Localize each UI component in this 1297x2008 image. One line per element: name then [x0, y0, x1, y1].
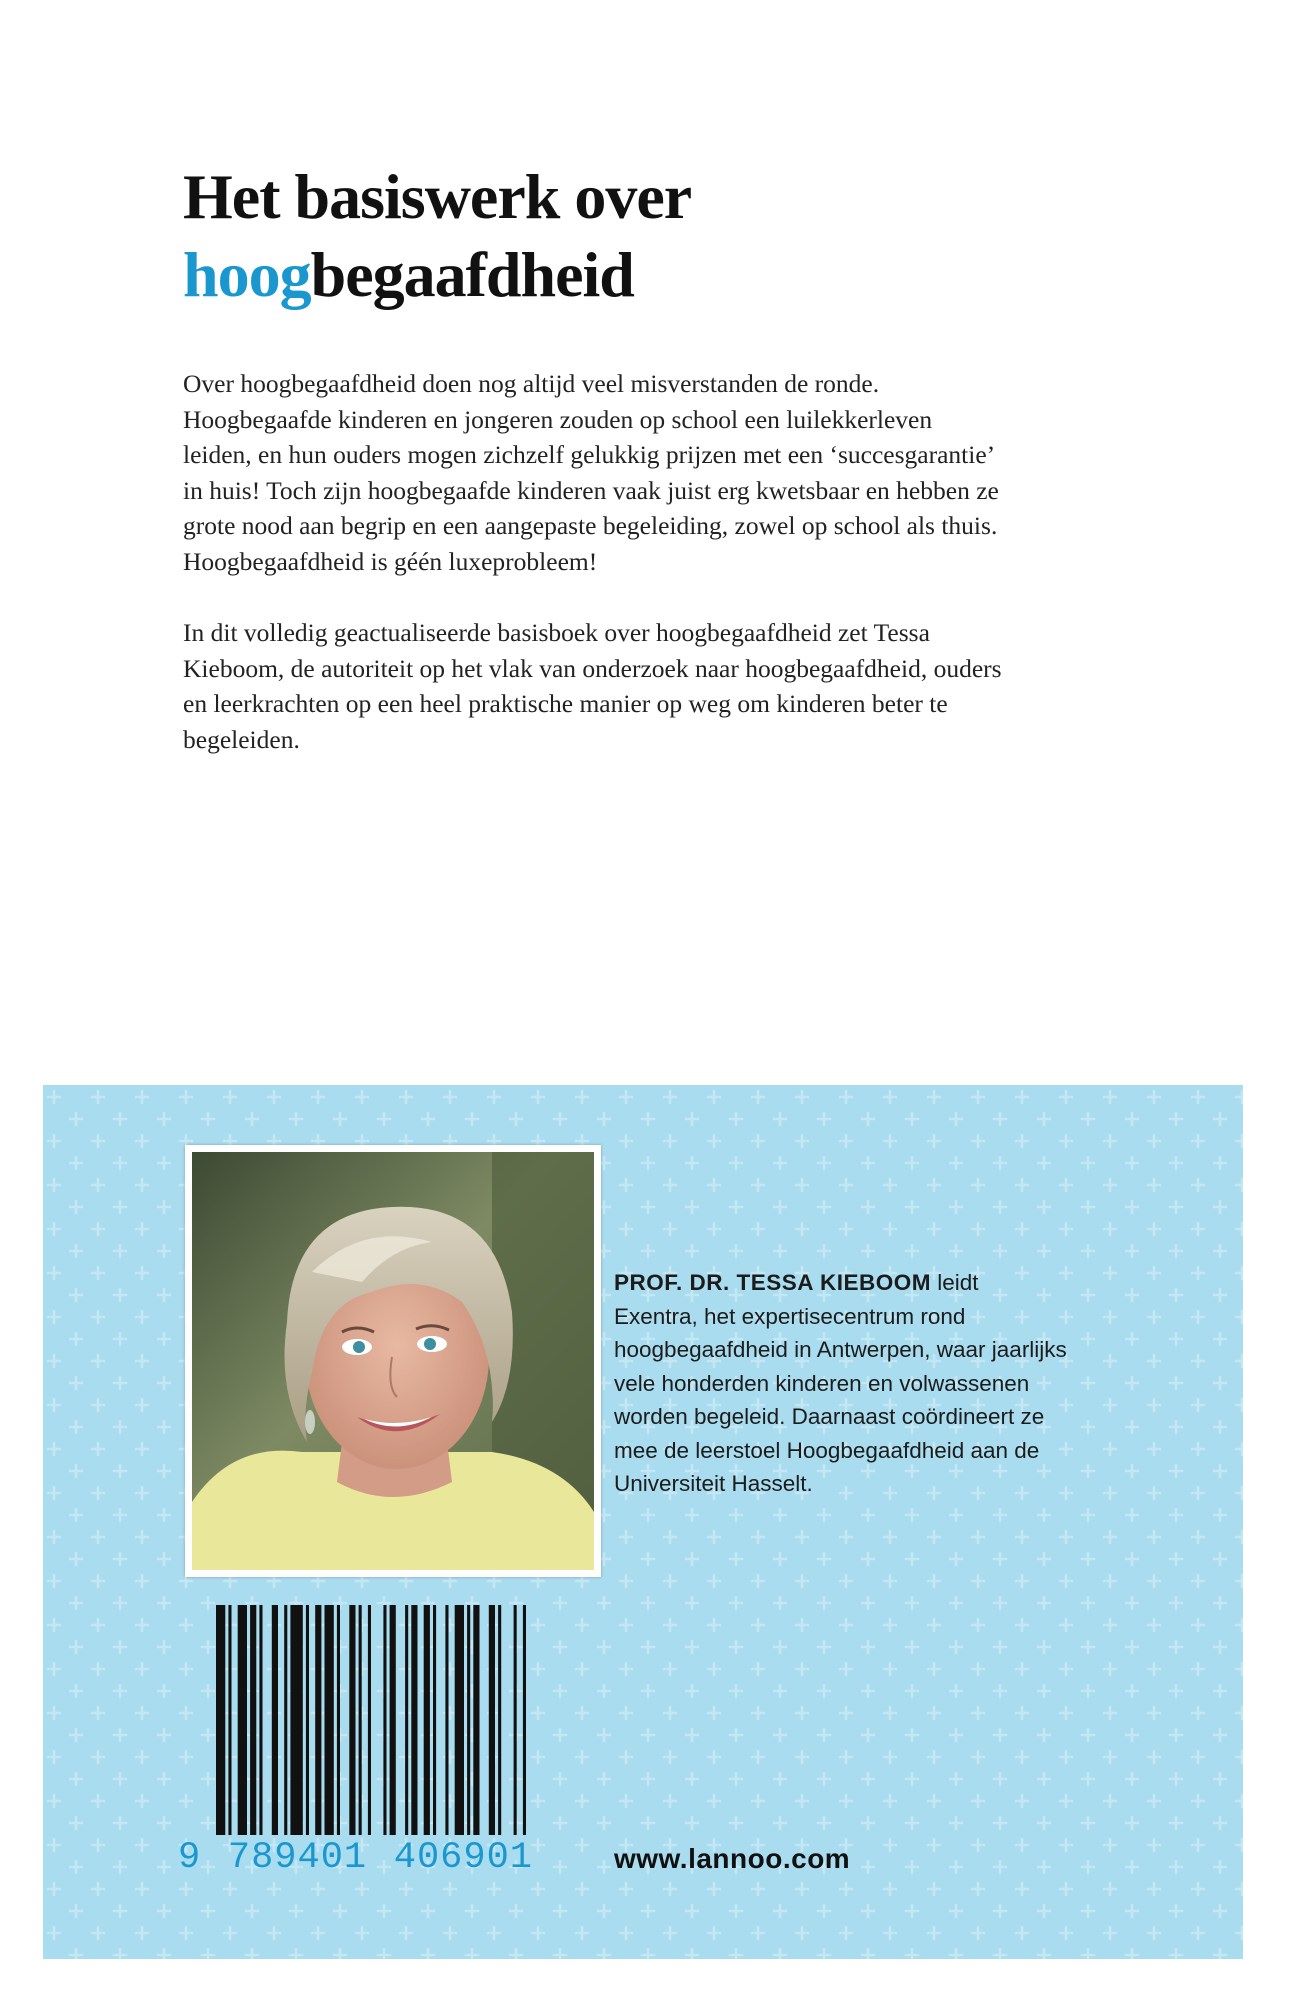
- bio-line: Exentra, het expertisecentrum rond: [614, 1303, 966, 1329]
- description-line: in huis! Toch zijn hoogbegaafde kinderen vaak juist erg kwetsbaar en hebben ze: [183, 475, 999, 505]
- description-line: Hoogbegaafde kinderen en jongeren zouden op school een luilekkerleven: [183, 404, 933, 434]
- publisher-website[interactable]: www.lannoo.com: [614, 1843, 851, 1874]
- description-line: Hoogbegaafdheid is géén luxeprobleem!: [183, 546, 598, 576]
- bio-line: vele honderden kinderen en volwassenen: [614, 1370, 1030, 1396]
- description-paragraph-2: [183, 615, 1123, 757]
- isbn-prefix-digit: 9: [178, 1837, 202, 1879]
- description-line: leiden, en hun ouders mogen zichzelf gelukkig prijzen met een ‘succesgarantie’: [183, 440, 996, 469]
- author-portrait-image: [192, 1152, 594, 1570]
- description-line: Over hoogbegaafdheid doen nog altijd veel misverstanden de ronde.: [183, 369, 880, 398]
- title-line-2-rest: begaafdheid: [310, 239, 634, 310]
- bio-line: leidt: [930, 1270, 979, 1295]
- isbn-barcode: [178, 1605, 533, 1895]
- description-paragraph-1: [183, 366, 1123, 579]
- description-line: Kieboom, de autoriteit op het vlak van onderzoek naar hoogbegaafdheid, ouders: [183, 653, 1002, 683]
- book-description: [183, 366, 1123, 793]
- bio-line: mee de leerstoel Hoogbegaafdheid aan de: [614, 1437, 1040, 1463]
- description-line: grote nood aan begrip en een aangepaste begeleiding, zowel op school als thuis.: [183, 511, 998, 540]
- bio-line: hoogbegaafdheid in Antwerpen, waar jaarlijks: [614, 1337, 1067, 1362]
- bio-line: worden begeleid. Daarnaast coördineert ze: [614, 1404, 1045, 1429]
- author-bio: [614, 1266, 1134, 1501]
- barcode-bars: [178, 1605, 533, 1840]
- isbn-group-1: 789401: [227, 1837, 368, 1879]
- bio-line: Universiteit Hasselt.: [614, 1471, 813, 1496]
- book-title: [183, 158, 691, 314]
- isbn-number: [178, 1837, 533, 1879]
- isbn-group-2: 406901: [393, 1837, 533, 1879]
- title-line-1: Het basiswerk over: [183, 161, 692, 232]
- description-line: In dit volledig geactualiseerde basisboek over hoogbegaafdheid zet Tessa: [183, 618, 930, 647]
- description-line: begeleiden.: [183, 724, 300, 754]
- author-photo-frame: [185, 1145, 601, 1577]
- title-accent-word: hoog: [183, 239, 311, 310]
- author-name: PROF. DR. TESSA KIEBOOM: [614, 1270, 931, 1295]
- description-line: en leerkrachten op een heel praktische manier op weg om kinderen beter te: [183, 689, 948, 718]
- author-panel: [43, 1085, 1243, 1959]
